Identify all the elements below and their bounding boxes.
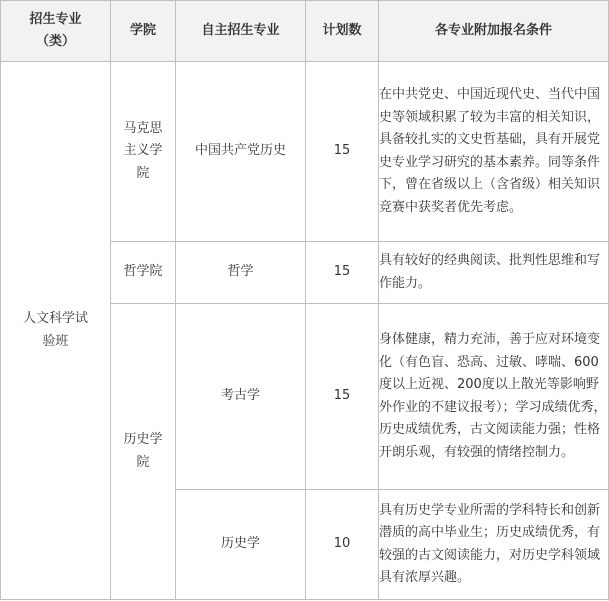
plan-cell: 15 — [306, 304, 379, 490]
major-cell: 哲学 — [176, 242, 306, 304]
conditions-cell: 身体健康，精力充沛，善于应对环境变化（有色盲、恐高、过敏、哮喘、600度以上近视、200度以上散光等影响野外作业的不建议报考）；学习成绩优秀，历史成绩优秀，古文阅读能力强；性格开朗乐观，有较强的情绪控制力。 — [379, 304, 609, 490]
college-cell: 马克思主义学院 — [111, 62, 176, 242]
conditions-cell: 具有较好的经典阅读、批判性思维和写作能力。 — [379, 242, 609, 304]
header-major: 自主招生专业 — [176, 1, 306, 62]
header-row — [1, 1, 609, 62]
header-conditions: 各专业附加报名条件 — [379, 1, 609, 62]
header-college: 学院 — [111, 1, 176, 62]
header-plan: 计划数 — [306, 1, 379, 62]
college-cell: 哲学院 — [111, 242, 176, 304]
category-cell: 人文科学试验班 — [1, 62, 111, 600]
major-cell: 中国共产党历史 — [176, 62, 306, 242]
conditions-cell: 在中共党史、中国近现代史、当代中国史等领域积累了较为丰富的相关知识，具备较扎实的文史哲基础，具有开展党史专业学习研究的基本素养。同等条件下，曾在省级以上（含省级）相关知识竞赛中获奖者优先考虑。 — [379, 62, 609, 242]
college-cell: 历史学院 — [111, 304, 176, 600]
plan-cell: 15 — [306, 242, 379, 304]
plan-cell: 15 — [306, 62, 379, 242]
plan-cell: 10 — [306, 490, 379, 600]
table-row — [1, 62, 609, 242]
major-cell: 历史学 — [176, 490, 306, 600]
major-cell: 考古学 — [176, 304, 306, 490]
header-category: 招生专业（类） — [1, 1, 111, 62]
conditions-cell: 具有历史学专业所需的学科特长和创新潜质的高中毕业生；历史成绩优秀，有较强的古文阅读能力，对历史学科领域具有浓厚兴趣。 — [379, 490, 609, 600]
